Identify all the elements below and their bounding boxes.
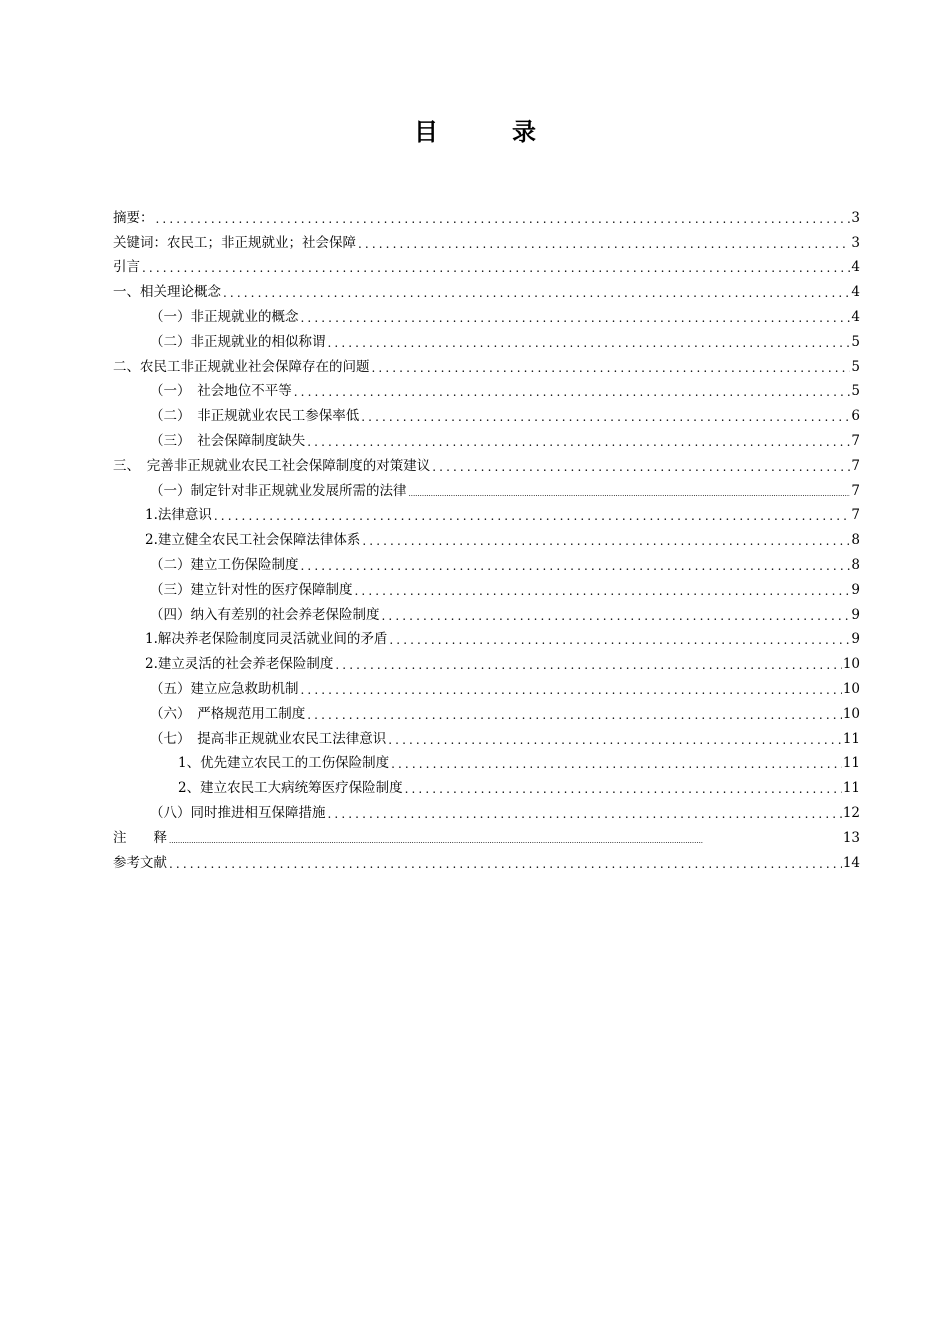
toc-entry-label: （七） 提高非正规就业农民工法律意识 <box>150 730 387 747</box>
toc-entry-page-number: 10 <box>842 705 860 722</box>
dot-leader <box>169 855 842 873</box>
dot-leader <box>142 259 850 277</box>
dot-leader <box>301 309 851 327</box>
dot-leader <box>358 235 850 253</box>
toc-entry-page-number: 8 <box>851 556 860 573</box>
toc-entry[interactable] <box>113 253 860 278</box>
toc-entry-page-number: 7 <box>851 482 860 499</box>
toc-entry-page-number: 10 <box>842 656 860 673</box>
toc-entry-label: 二、农民工非正规就业社会保障存在的问题 <box>113 358 370 375</box>
toc-entry[interactable] <box>113 699 860 724</box>
toc-entry[interactable] <box>113 377 860 402</box>
dot-leader <box>405 780 842 798</box>
title-char-2: 录 <box>512 118 536 146</box>
dot-leader <box>432 458 850 476</box>
toc-entry-label: 关键词：农民工；非正规就业；社会保障 <box>113 234 356 251</box>
toc-entry-page-number: 9 <box>851 606 860 623</box>
toc-entry[interactable] <box>113 228 860 253</box>
toc-entry[interactable] <box>113 302 860 327</box>
toc-entry-page-number: 9 <box>851 581 860 598</box>
dot-leader <box>294 383 851 401</box>
dot-leader <box>223 284 850 302</box>
toc-entry-page-number: 11 <box>842 730 860 747</box>
toc-entry-label: 注 释 <box>113 829 167 846</box>
toc-entry[interactable] <box>113 649 860 674</box>
toc-entry-page-number: 14 <box>842 854 860 871</box>
dot-leader <box>389 631 850 649</box>
toc-entry[interactable] <box>113 749 860 774</box>
dot-leader <box>361 408 850 426</box>
toc-entry-page-number: 10 <box>842 680 860 697</box>
dot-leader <box>301 681 842 699</box>
toc-entry-label: 2.建立灵活的社会养老保险制度 <box>145 656 334 673</box>
dot-leader <box>169 834 842 848</box>
toc-entry-label: 一、相关理论概念 <box>113 284 221 301</box>
dot-leader <box>335 656 841 674</box>
toc-entry-label: 三、 完善非正规就业农民工社会保障制度的对策建议 <box>113 457 431 474</box>
page-title <box>0 112 950 147</box>
toc-entry-page-number: 5 <box>851 358 860 375</box>
toc-entry-label: （八）同时推进相互保障措施 <box>150 804 326 821</box>
toc-entry-label: 1、优先建立农民工的工伤保险制度 <box>178 755 390 772</box>
toc-entry-label: 摘要： <box>113 209 154 226</box>
toc-entry-label: （三） 社会保障制度缺失 <box>150 432 306 449</box>
toc-entry-label: 参考文献 <box>113 854 167 871</box>
toc-entry-page-number: 12 <box>842 804 860 821</box>
dot-leader <box>214 507 851 525</box>
toc-entry-label: 引言 <box>113 259 140 276</box>
toc-entry-label: 2、建立农民工大病统筹医疗保险制度 <box>178 780 403 797</box>
toc-entry-label: （六） 严格规范用工制度 <box>150 705 306 722</box>
toc-entry[interactable] <box>113 575 860 600</box>
toc-entry-label: （一）制定针对非正规就业发展所需的法律 <box>150 482 407 499</box>
toc-entry-label: 2.建立健全农民工社会保障法律体系 <box>145 532 361 549</box>
toc-entry-label: 1.解决养老保险制度同灵活就业间的矛盾 <box>145 631 388 648</box>
dot-leader <box>409 487 851 501</box>
toc-entry-page-number: 13 <box>842 829 860 846</box>
toc-entry[interactable] <box>113 848 860 873</box>
toc-entry-page-number: 5 <box>851 333 860 350</box>
toc-entry-label: （三）建立针对性的医疗保障制度 <box>150 581 353 598</box>
toc-entry-label: （四）纳入有差别的社会养老保险制度 <box>150 606 380 623</box>
table-of-contents <box>113 203 860 873</box>
toc-entry-page-number: 8 <box>851 532 860 549</box>
toc-entry-label: （二）非正规就业的相似称谓 <box>150 333 326 350</box>
toc-entry-page-number: 7 <box>851 457 860 474</box>
toc-entry-page-number: 7 <box>851 432 860 449</box>
toc-entry[interactable] <box>113 501 860 526</box>
toc-entry-page-number: 7 <box>851 507 860 524</box>
toc-entry-page-number: 4 <box>851 259 860 276</box>
toc-entry-page-number: 9 <box>851 631 860 648</box>
toc-entry[interactable] <box>113 600 860 625</box>
toc-entry-label: （二） 非正规就业农民工参保率低 <box>150 408 360 425</box>
toc-entry[interactable] <box>113 550 860 575</box>
dot-leader <box>391 755 842 773</box>
toc-entry-page-number: 3 <box>851 209 860 226</box>
dot-leader <box>355 582 851 600</box>
toc-entry[interactable] <box>113 401 860 426</box>
toc-entry-page-number: 4 <box>851 308 860 325</box>
toc-entry[interactable] <box>113 674 860 699</box>
dot-leader <box>328 805 842 823</box>
toc-entry[interactable] <box>113 798 860 823</box>
toc-entry[interactable] <box>113 327 860 352</box>
dot-leader <box>301 557 851 575</box>
toc-entry[interactable] <box>113 625 860 650</box>
dot-leader <box>382 607 851 625</box>
toc-entry-page-number: 3 <box>851 234 860 251</box>
dot-leader <box>372 359 851 377</box>
dot-leader <box>307 433 850 451</box>
toc-entry[interactable] <box>113 426 860 451</box>
toc-entry[interactable] <box>113 525 860 550</box>
toc-entry-page-number: 11 <box>842 755 860 772</box>
dot-leader <box>362 532 850 550</box>
toc-entry[interactable] <box>113 277 860 302</box>
toc-entry-label: （一） 社会地位不平等 <box>150 383 292 400</box>
title-char-1: 目 <box>414 118 438 146</box>
toc-entry[interactable] <box>113 203 860 228</box>
toc-entry[interactable] <box>113 352 860 377</box>
toc-entry[interactable] <box>113 773 860 798</box>
toc-entry-label: （五）建立应急救助机制 <box>150 680 299 697</box>
toc-entry-label: （二）建立工伤保险制度 <box>150 556 299 573</box>
toc-entry[interactable] <box>113 823 860 848</box>
toc-entry[interactable] <box>113 476 860 501</box>
toc-entry-page-number: 6 <box>851 408 860 425</box>
dot-leader <box>388 731 842 749</box>
toc-entry-page-number: 11 <box>842 780 860 797</box>
toc-entry-page-number: 4 <box>851 284 860 301</box>
dot-leader <box>307 706 842 724</box>
toc-entry-page-number: 5 <box>851 383 860 400</box>
toc-entry[interactable] <box>113 451 860 476</box>
dot-leader <box>328 334 851 352</box>
toc-entry[interactable] <box>113 724 860 749</box>
toc-entry-label: 1.法律意识 <box>145 507 212 524</box>
dot-leader <box>156 210 851 228</box>
toc-entry-label: （一）非正规就业的概念 <box>150 308 299 325</box>
